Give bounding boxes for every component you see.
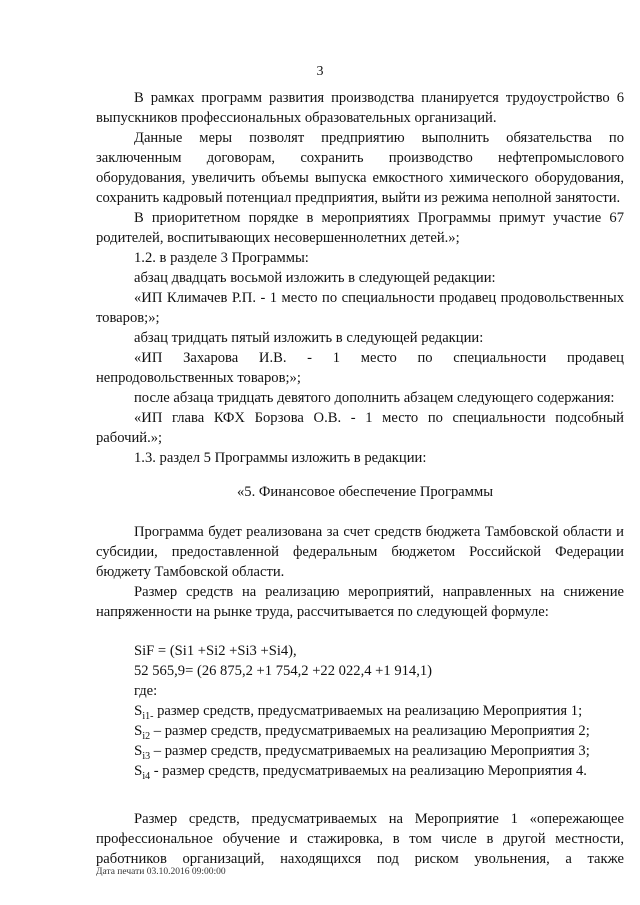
definition-si1 [96, 701, 624, 721]
paragraph: абзац двадцать восьмой изложить в следующей редакции: [134, 270, 496, 286]
definition-si2 [96, 721, 624, 741]
formula-values: 52 565,9= (26 875,2 +1 754,2 +22 022,4 +1 914,1) [134, 663, 433, 679]
section-heading: «5. Финансовое обеспечение Программы [237, 484, 493, 500]
list-item-1-3: 1.3. раздел 5 Программы изложить в редакции: [134, 450, 427, 466]
quoted-entry: «ИП Климачев Р.П. - 1 место по специальности продавец продовольственных товаров;»; [96, 290, 624, 326]
definition-text: размер средств, предусматриваемых на реализацию Мероприятия 1; [153, 703, 583, 719]
definition-text: – размер средств, предусматриваемых на реализацию Мероприятия 3; [150, 743, 590, 759]
definition-subscript: i1- [142, 711, 154, 722]
paragraph: Размер средств на реализацию мероприятий, направленных на снижение напряженности на рынке труда, рассчитывается по следующей формуле: [96, 584, 624, 620]
print-date-footer: Дата печати 03.10.2016 09:00:00 [96, 867, 226, 877]
formula-line: SiF = (Si1 +Si2 +Si3 +Si4), [134, 643, 297, 659]
definition-symbol: S [134, 723, 143, 739]
definition-si4 [96, 761, 624, 781]
definition-text: - размер средств, предусматриваемых на реализацию Мероприятия 4. [150, 763, 587, 779]
definition-text: – размер средств, предусматриваемых на реализацию Мероприятия 2; [150, 723, 590, 739]
definition-symbol: S [134, 743, 143, 759]
list-item-1-2: 1.2. в разделе 3 Программы: [134, 250, 309, 266]
quoted-entry: «ИП Захарова И.В. - 1 место по специальности продавец непродовольственных товаров;»; [96, 350, 624, 386]
paragraph: В рамках программ развития производства планируется трудоустройство 6 выпускников профессиональных образовательных организаций. [96, 90, 624, 126]
paragraph: Размер средств, предусматриваемых на Мероприятие 1 «опережающее профессиональное обучение и стажировка, в том числе в другой местности, работников организаций, находящихся под риском увольнения, а также [96, 811, 624, 867]
definition-subscript: i2 [142, 731, 151, 742]
page-number: 3 [316, 64, 324, 79]
formula-where: где: [134, 683, 158, 699]
definition-symbol: S [134, 703, 143, 719]
definition-subscript: i3 [142, 751, 151, 762]
definition-symbol: S [134, 763, 143, 779]
paragraph: Программа будет реализована за счет средств бюджета Тамбовской области и субсидии, предоставленной федеральным бюджетом Российской Федерации бюджету Тамбовской области. [96, 524, 624, 580]
paragraph: после абзаца тридцать девятого дополнить абзацем следующего содержания: [134, 390, 615, 406]
quoted-entry: «ИП глава КФХ Борзова О.В. - 1 место по специальности подсобный рабочий.»; [96, 410, 624, 446]
paragraph: Данные меры позволят предприятию выполнить обязательства по заключенным договорам, сохранить производство нефтепромыслового оборудования, увеличить объемы выпуска емкостного химического оборудования, сохранить кадровый потенциал предприятия, выйти из режима неполной занятости. [96, 130, 624, 206]
document-body [96, 88, 624, 869]
paragraph: абзац тридцать пятый изложить в следующей редакции: [134, 330, 484, 346]
definition-si3 [96, 741, 624, 761]
paragraph: В приоритетном порядке в мероприятиях Программы примут участие 67 родителей, воспитывающих несовершеннолетних детей.»; [96, 210, 624, 246]
definition-subscript: i4 [142, 771, 151, 782]
